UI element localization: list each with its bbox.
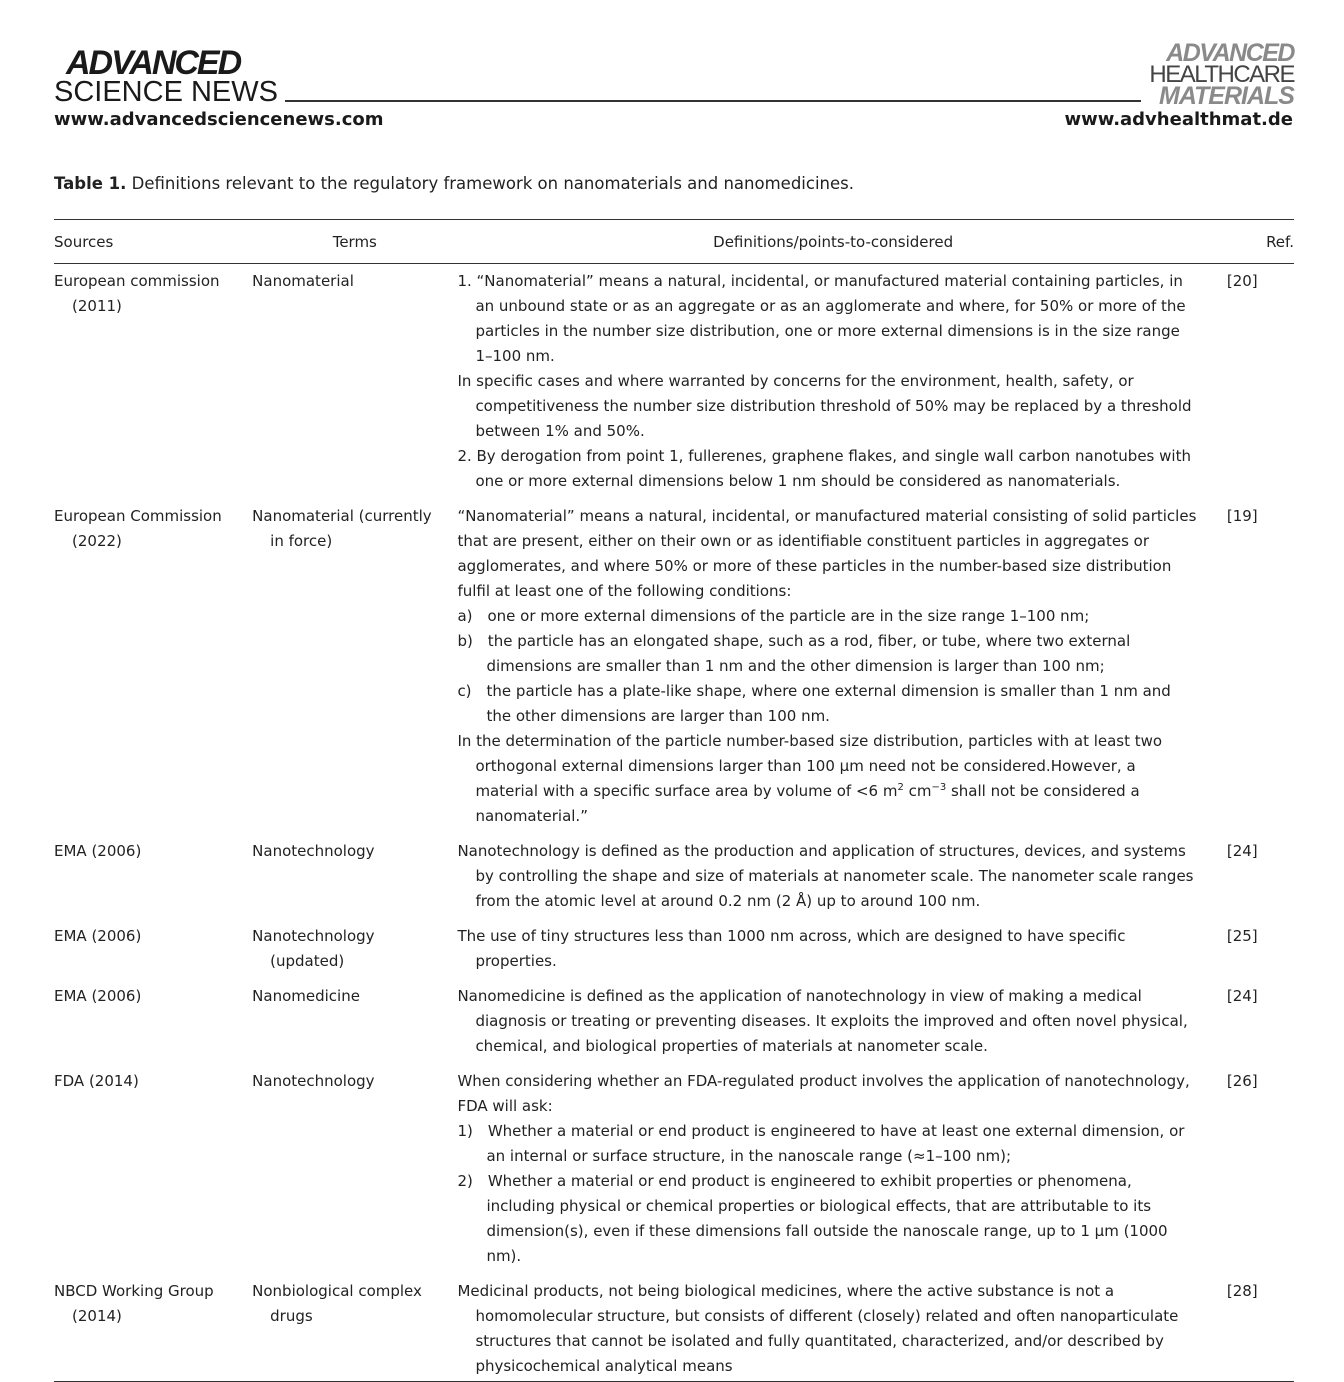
- definition-paragraph: In specific cases and where warranted by concerns for the environment, health, safety, or competitiveness the number size distribution threshold of 50% may be replaced by a threshold between 1% and 50%.: [457, 372, 1192, 440]
- row-ref[interactable]: [19]: [1226, 507, 1258, 525]
- table-caption-text: Definitions relevant to the regulatory framework on nanomaterials and nanomedicines.: [131, 174, 854, 193]
- definition-text: Nanotechnology is defined as the production and application of structures, devices, and systems by controlling the shape and size of materials at nanometer scale. The nanometer scale ranges from the atomic level at around 0.2 nm (2 Å) up to around 100 nm.: [457, 842, 1194, 910]
- row-ref[interactable]: [20]: [1226, 272, 1258, 290]
- superscript-2: 2: [897, 782, 904, 793]
- closing-text-3: shall not be considered a nanomaterial.”: [475, 782, 1140, 825]
- logo-right-line2: HEALTHCARE: [1149, 61, 1294, 88]
- row-ref[interactable]: [24]: [1226, 987, 1258, 1005]
- table-row: [54, 834, 1294, 919]
- definition-list-item: b) the particle has an elongated shape, such as a rod, fiber, or tube, where two external dimensions are smaller than 1 nm and the other dimension is larger than 100 nm;: [457, 632, 1131, 675]
- header-sources: Sources: [54, 220, 252, 264]
- row-source: FDA (2014): [54, 1072, 139, 1090]
- advanced-science-news-logo: [54, 44, 278, 108]
- row-source: EMA (2006): [54, 987, 142, 1005]
- table-caption-label: Table 1.: [54, 174, 127, 193]
- logo-right-line1: ADVANCED: [1166, 39, 1294, 67]
- header-ref: Ref.: [1209, 220, 1294, 264]
- row-term: Nanotechnology (updated): [252, 927, 375, 970]
- row-ref[interactable]: [26]: [1226, 1072, 1258, 1090]
- definition-intro: “Nanomaterial” means a natural, incidental, or manufactured material consisting of solid particles that are present, either on their own or as identifiable constituent particles in aggregates or agglomerates, and where 50% or more of these particles in the number-based size distribution fulfil at least one of the following conditions:: [457, 507, 1197, 600]
- row-term: Nonbiological complex drugs: [252, 1282, 422, 1325]
- table-caption: [54, 174, 854, 193]
- row-ref[interactable]: [24]: [1226, 842, 1258, 860]
- header-rule: [285, 100, 1141, 102]
- definitions-table: [54, 219, 1294, 1382]
- definition-text: The use of tiny structures less than 1000 nm across, which are designed to have specific properties.: [457, 927, 1126, 970]
- advanced-healthcare-materials-logo: [1124, 39, 1294, 110]
- row-term: Nanomedicine: [252, 987, 360, 1005]
- page-header: [0, 0, 1344, 140]
- definition-paragraph: 2. By derogation from point 1, fullerenes, graphene flakes, and single wall carbon nanotubes with one or more external dimensions below 1 nm should be considered as nanomaterials.: [457, 447, 1191, 490]
- table-row: [54, 1274, 1294, 1382]
- row-term: Nanomaterial: [252, 272, 354, 290]
- table-header-row: [54, 220, 1294, 264]
- definition-closing: [457, 729, 1208, 829]
- row-term: Nanotechnology: [252, 1072, 375, 1090]
- logo-left-line2: SCIENCE NEWS: [54, 76, 278, 108]
- row-source: EMA (2006): [54, 842, 142, 860]
- superscript-minus-3: −3: [931, 782, 947, 793]
- definition-paragraph: 1. “Nanomaterial” means a natural, incidental, or manufactured material containing particles, in an unbound state or as an aggregate or as an agglomerate and where, for 50% or more of the particles in the number size distribution, one or more external dimensions is in the size range 1–100 nm.: [457, 272, 1186, 365]
- header-terms: Terms: [252, 220, 457, 264]
- header-definitions: Definitions/points-to-considered: [457, 220, 1208, 264]
- definition-list-item: c) the particle has a plate-like shape, where one external dimension is smaller than 1 nm and the other dimensions are larger than 100 nm.: [457, 682, 1171, 725]
- table-row: [54, 499, 1294, 834]
- row-source: EMA (2006): [54, 927, 142, 945]
- definition-text: Medicinal products, not being biological medicines, where the active substance is not a homomolecular structure, but consists of different (closely) related and often nanoparticulate structures that cannot be isolated and fully quantitated, characterized, and/or described by physicochemical analytical means: [457, 1282, 1179, 1375]
- row-ref[interactable]: [25]: [1226, 927, 1258, 945]
- row-term: Nanomaterial (currently in force): [252, 507, 432, 550]
- row-term: Nanotechnology: [252, 842, 375, 860]
- table-row: [54, 919, 1294, 979]
- logo-left-line1: ADVANCED: [66, 44, 241, 82]
- definition-list-item: 1) Whether a material or end product is engineered to have at least one external dimension, or an internal or surface structure, in the nanoscale range (≈1–100 nm);: [457, 1122, 1185, 1165]
- closing-text-1: In the determination of the particle number-based size distribution, particles with at least two orthogonal external dimensions larger than 100 μm need not be considered.However, a material with a specific surface area by volume of <6 m: [457, 732, 1163, 800]
- journal-url-left[interactable]: www.advancedsciencenews.com: [54, 109, 384, 130]
- closing-text-2: cm: [903, 782, 932, 800]
- journal-url-right[interactable]: www.advhealthmat.de: [1064, 109, 1293, 130]
- logo-right-line3: MATERIALS: [1159, 82, 1294, 110]
- row-source: NBCD Working Group (2014): [54, 1282, 214, 1325]
- definition-intro: When considering whether an FDA-regulated product involves the application of nanotechnology, FDA will ask:: [457, 1072, 1190, 1115]
- row-source: European Commission (2022): [54, 507, 222, 550]
- row-ref[interactable]: [28]: [1209, 1274, 1294, 1382]
- table-row: [54, 979, 1294, 1064]
- definition-list-item: 2) Whether a material or end product is engineered to exhibit properties or phenomena, including physical or chemical properties or biological effects, that are attributable to its dimension(s), even if these dimensions fall outside the nanoscale range, up to 1 μm (1000 nm).: [457, 1172, 1168, 1265]
- table-row: [54, 1064, 1294, 1274]
- row-source: European commission (2011): [54, 272, 220, 315]
- definition-list-item: a) one or more external dimensions of the particle are in the size range 1–100 nm;: [457, 607, 1090, 625]
- table-row: [54, 264, 1294, 500]
- definition-text: Nanomedicine is defined as the application of nanotechnology in view of making a medical diagnosis or treating or preventing diseases. It exploits the improved and often novel physical, chemical, and biological properties of materials at nanometer scale.: [457, 987, 1188, 1055]
